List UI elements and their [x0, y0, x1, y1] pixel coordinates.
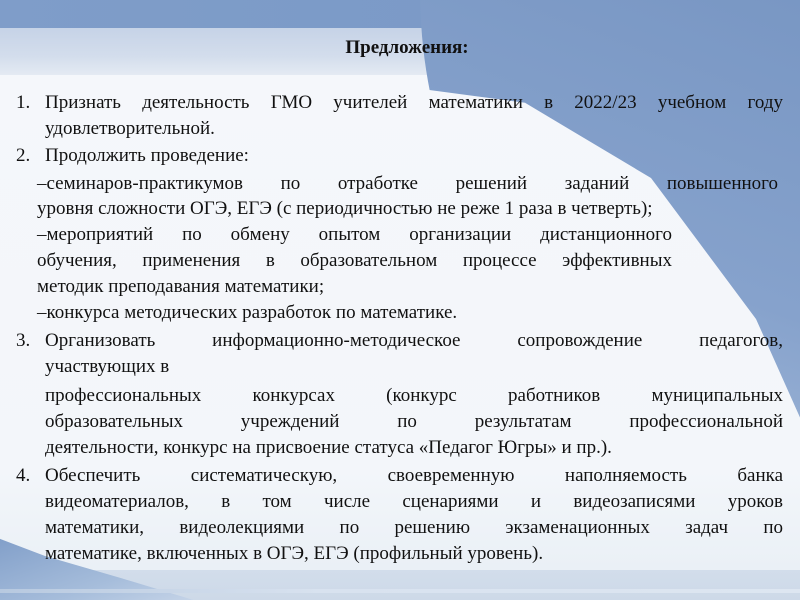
item-line: –мероприятий по обмену опытом организации дистанционного [37, 224, 672, 245]
footer-line [0, 589, 800, 593]
item-number: 1. [16, 92, 31, 113]
item-line: Признать деятельность ГМО учителей математики в 2022/23 учебном году [45, 92, 783, 113]
item-number: 3. [16, 330, 31, 351]
item-line: Организовать информационно-методическое сопровождение педагогов, [45, 330, 783, 351]
item-number: 2. [16, 145, 31, 166]
item-number: 4. [16, 465, 31, 486]
item-line: обучения, применения в образовательном процессе эффективных [37, 250, 672, 271]
item-line: математике, включенных в ОГЭ, ЕГЭ (профильный уровень). [45, 543, 544, 564]
item-line: участвующих в [45, 356, 170, 377]
item-line: математики, видеолекциями по решению экзаменационных задач по [45, 517, 783, 538]
item-line: удовлетворительной. [45, 118, 215, 139]
item-line: видеоматериалов, в том числе сценариями и видеозаписями уроков [45, 491, 783, 512]
item-line: профессиональных конкурсах (конкурс работников муниципальных [45, 385, 783, 406]
item-line: Обеспечить систематическую, своевременную наполняемость банка [45, 465, 783, 486]
item-line: –семинаров-практикумов по отработке решений заданий повышенного [37, 173, 778, 194]
slide-title: Предложения: [345, 37, 469, 58]
item-line: методик преподавания математики; [37, 276, 325, 297]
item-line: деятельности, конкурс на присвоение статуса «Педагог Югры» и пр.). [45, 437, 612, 458]
item-line: –конкурса методических разработок по математике. [37, 302, 458, 323]
item-line: уровня сложности ОГЭ, ЕГЭ (с периодичностью не реже 1 раза в четверть); [37, 198, 653, 219]
item-line: Продолжить проведение: [45, 145, 249, 166]
item-line: образовательных учреждений по результатам профессиональной [45, 411, 783, 432]
